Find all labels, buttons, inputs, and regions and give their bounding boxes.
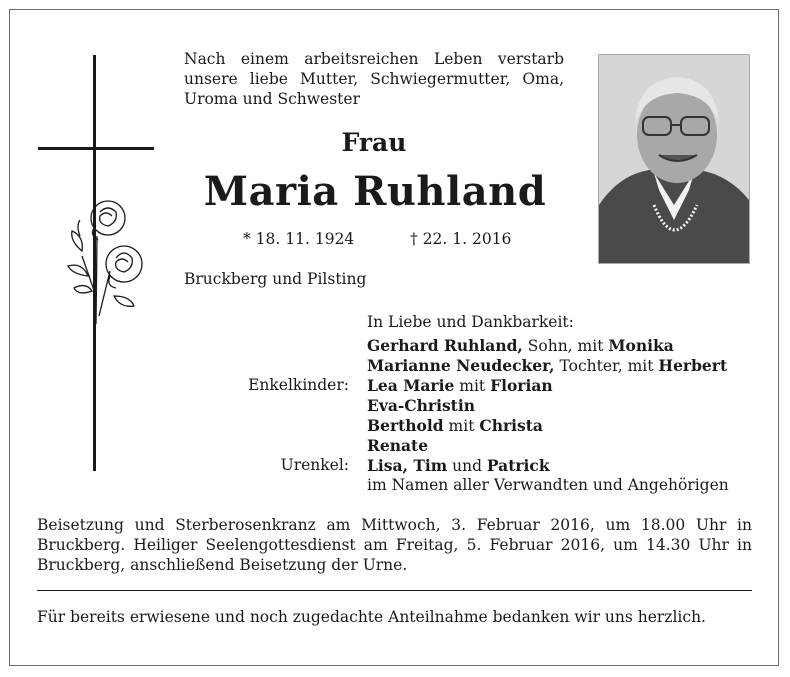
- gratitude-line: In Liebe und Dankbarkeit:: [367, 313, 574, 331]
- salutation: Frau: [341, 128, 407, 157]
- family-relation: Tochter, mit: [554, 357, 659, 375]
- divider: [37, 590, 752, 591]
- family-relation: mit: [454, 377, 491, 395]
- birth-date: * 18. 11. 1924: [243, 230, 355, 248]
- family-name: Lea Marie: [367, 376, 455, 395]
- family-row: [367, 396, 475, 416]
- family-row: [367, 416, 543, 436]
- great-grandchildren-label: Urenkel:: [280, 456, 349, 474]
- cross-bar: [38, 147, 154, 150]
- family-relation: mit: [443, 417, 480, 435]
- death-date: † 22. 1. 2016: [410, 230, 512, 248]
- family-name: Berthold: [367, 416, 444, 435]
- family-relation: Sohn, mit: [522, 337, 609, 355]
- family-row: [367, 336, 674, 356]
- family-name: Marianne Neudecker,: [367, 356, 555, 375]
- family-name: Christa: [479, 416, 543, 435]
- family-name: Patrick: [486, 456, 550, 475]
- family-name: Herbert: [658, 356, 728, 375]
- family-name: Eva-Christin: [367, 396, 476, 415]
- family-row: [367, 376, 553, 396]
- family-name: Monika: [608, 336, 674, 355]
- intro-text: Nach einem arbeitsreichen Leben verstarb unsere liebe Mutter, Schwiegermutter, Oma, Uroma und Schwester: [184, 50, 564, 108]
- family-relation: und: [447, 457, 487, 475]
- thanks-line: Für bereits erwiesene und noch zugedachte Anteilnahme bedanken wir uns herzlich.: [37, 608, 706, 626]
- relatives-note: im Namen aller Verwandten und Angehörigen: [367, 476, 729, 494]
- family-row: [367, 456, 550, 476]
- family-name: Lisa, Tim: [367, 456, 448, 475]
- family-row: [367, 476, 729, 496]
- family-name: Renate: [367, 436, 429, 455]
- grandchildren-label: Enkelkinder:: [248, 376, 349, 394]
- portrait-photo: [598, 54, 750, 264]
- family-row: [367, 356, 727, 376]
- place-text: Bruckberg und Pilsting: [184, 270, 367, 288]
- family-name: Gerhard Ruhland,: [367, 336, 523, 355]
- deceased-name: Maria Ruhland: [203, 168, 547, 215]
- roses-icon: [52, 196, 152, 326]
- funeral-info: Beisetzung und Sterberosenkranz am Mittwoch, 3. Februar 2016, um 18.00 Uhr in Bruckberg. Heiliger Seelengottesdienst am Freitag, 5. Februar 2016, um 14.30 Uhr in Bruckberg, anschließend Beisetzung der Urne.: [37, 516, 752, 574]
- family-name: Florian: [490, 376, 553, 395]
- family-row: [367, 436, 428, 456]
